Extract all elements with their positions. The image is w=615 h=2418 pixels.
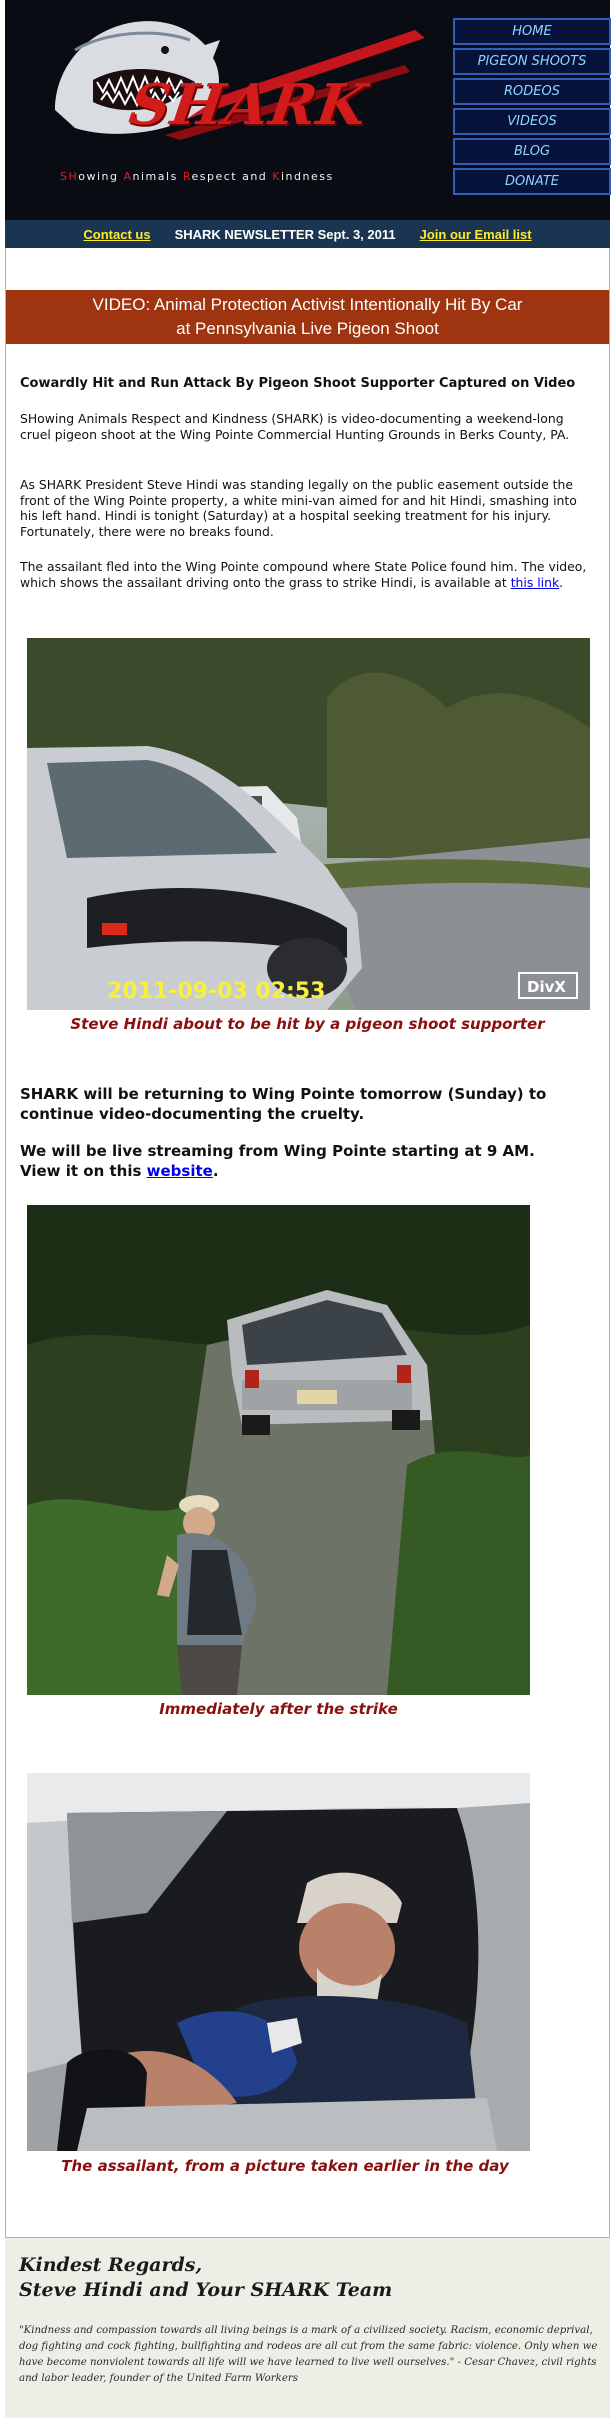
site-header <box>5 0 610 218</box>
nav-videos-button[interactable]: VIDEOS <box>453 108 611 135</box>
photo-1-caption: Steve Hindi about to be hit by a pigeon shoot supporter <box>70 1015 545 1033</box>
photo-2-caption: Immediately after the strike <box>159 1700 398 1718</box>
live-streaming-statement: We will be live streaming from Wing Pointe starting at 9 AM. View it on this website. <box>20 1142 535 1180</box>
article-headline: Cowardly Hit and Run Attack By Pigeon Shoot Supporter Captured on Video <box>20 376 576 391</box>
returning-statement: SHARK will be returning to Wing Pointe tomorrow (Sunday) to continue video-documenting the cruelty. <box>20 1085 547 1123</box>
video-link[interactable]: this link <box>510 574 560 590</box>
headline-banner <box>6 290 609 344</box>
newsletter-footer <box>5 2238 610 2418</box>
divx-watermark: DivX <box>527 978 566 996</box>
shark-wordmark: SHARK <box>125 72 372 138</box>
logo-tagline: SHowing Animals Respect and Kindness <box>60 170 334 183</box>
article-paragraph-1: SHowing Animals Respect and Kindness (SHARK) is video-documenting a weekend-long cruel pigeon shoot at the Wing Pointe Commercial Hunting Grounds in Berks County, PA. <box>20 411 570 442</box>
van-photo-image <box>27 638 590 1010</box>
video-timestamp: 2011-09-03 02:53 <box>107 979 326 1004</box>
nav-donate-button[interactable]: DONATE <box>453 168 611 195</box>
newsletter-title: SHARK NEWSLETTER Sept. 3, 2011 <box>174 226 396 242</box>
nav-rodeos-button[interactable]: RODEOS <box>453 78 611 105</box>
nav-blog-button[interactable]: BLOG <box>453 138 611 165</box>
photo-after-strike <box>27 1205 530 1695</box>
banner-line-1: VIDEO: Animal Protection Activist Intentionally Hit By Car <box>92 295 523 314</box>
shark-logo[interactable] <box>15 10 445 200</box>
website-link[interactable]: website <box>146 1162 213 1180</box>
photo-3-caption: The assailant, from a picture taken earlier in the day <box>61 2157 509 2175</box>
nav-pigeon-shoots-button[interactable]: PIGEON SHOOTS <box>453 48 611 75</box>
main-nav <box>453 18 611 198</box>
sign-off: Kindest Regards, Steve Hindi and Your SHARK Team <box>19 2254 393 2301</box>
article-paragraph-2: As SHARK President Steve Hindi was standing legally on the public easement outside the front of the Wing Pointe property, a white mini-van aimed for and hit Hindi, smashing into his left hand. Hindi is tonight (Saturday) at a hospital seeking treatment for his injury. Fortunately, there were no breaks found. <box>20 477 577 539</box>
after-strike-photo-image <box>27 1205 530 1695</box>
contact-us-link[interactable]: Contact us <box>83 226 151 242</box>
cesar-chavez-quote: "Kindness and compassion towards all living beings is a mark of a civilized society. Racism, economic deprival, dog fighting and cock fighting, bullfighting and rodeos are all cut from the same fabric: violence. Only when we have become nonviolent towards all life will we have learned to live well ourselves." - Cesar Chavez, civil rights and labor leader, founder of the United Farm Workers <box>19 2325 598 2384</box>
article-paragraph-3: The assailant fled into the Wing Pointe compound where State Police found him. The video, which shows the assailant driving onto the grass to strike Hindi, is available at this link. <box>20 559 587 590</box>
nav-home-button[interactable]: HOME <box>453 18 611 45</box>
photo-assailant <box>27 1773 530 2151</box>
assailant-photo-image <box>27 1773 530 2151</box>
photo-van-approaching <box>27 638 590 1010</box>
banner-line-2: at Pennsylvania Live Pigeon Shoot <box>176 319 439 338</box>
newsletter-bar <box>5 220 610 248</box>
join-email-list-link[interactable]: Join our Email list <box>419 226 532 242</box>
